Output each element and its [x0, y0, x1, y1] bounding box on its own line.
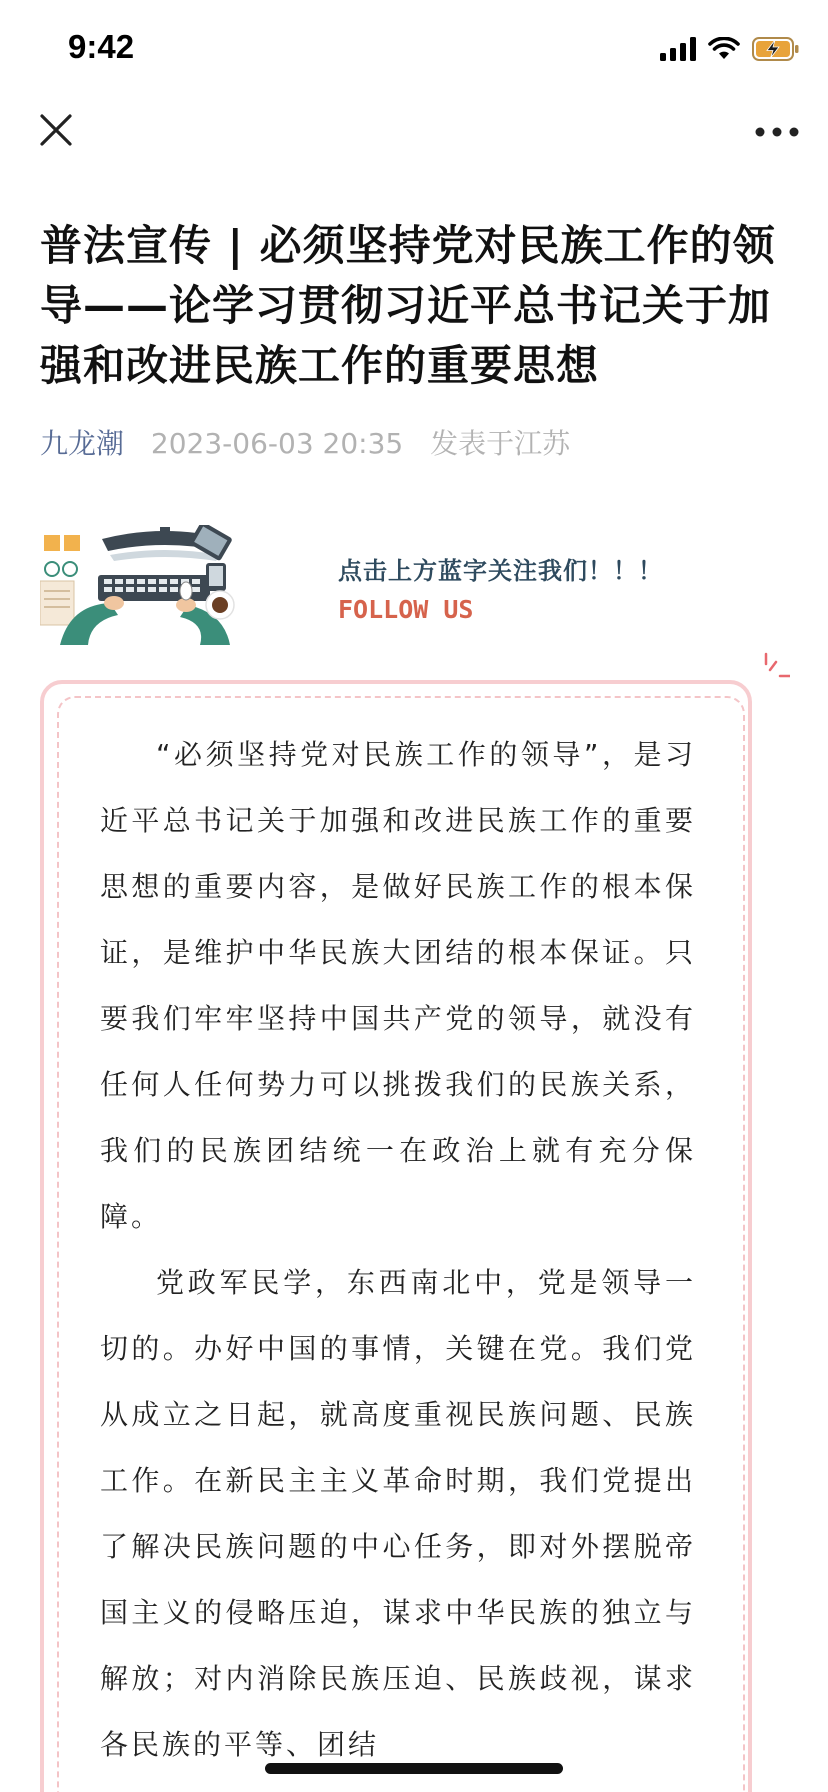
article-title: 普法宣传 | 必须坚持党对民族工作的领导——论学习贯彻习近平总书记关于加强和改进民族工作的重要思想	[40, 221, 776, 390]
status-time: 9:42	[68, 28, 135, 65]
publish-location: 发表于江苏	[430, 427, 571, 460]
body-paragraph: 党政军民学，东西南北中，党是领导一切的。办好中国的事情，关键在党。我们党从成立之日起，就高度重视民族问题、民族工作。在新民主主义革命时期，我们党提出了解决民族问题的中心任务，即对外摆脱帝国主义的侵略压迫，谋求中华民族的独立与解放；对内消除民族压迫、民族歧视，谋求各民族的平等、团结	[100, 1266, 696, 1761]
home-indicator[interactable]	[265, 1763, 563, 1774]
sparkle-decoration-icon	[750, 652, 790, 692]
follow-us-text: FOLLOW US	[338, 595, 474, 624]
more-horizontal-icon[interactable]	[754, 126, 800, 138]
close-icon[interactable]	[38, 112, 74, 148]
article-body	[100, 722, 696, 1778]
publish-time: 2023-06-03 20:35	[150, 427, 404, 460]
cellular-signal-icon	[660, 37, 696, 61]
status-bar	[0, 0, 828, 100]
author-link[interactable]: 九龙潮	[40, 427, 125, 460]
follow-prompt-text: 点击上方蓝字关注我们！！！	[338, 556, 663, 585]
body-paragraph: “必须坚持党对民族工作的领导”，是习近平总书记关于加强和改进民族工作的重要思想的重要内容，是做好民族工作的根本保证，是维护中华民族大团结的根本保证。只要我们牢牢坚持中国共产党的领导，就没有任何人任何势力可以挑拨我们的民族关系，我们的民族团结统一在政治上就有充分保障。	[100, 738, 696, 1233]
wifi-icon	[708, 37, 740, 61]
status-icons	[660, 34, 800, 64]
follow-banner	[40, 525, 760, 645]
desk-illustration-icon	[40, 525, 300, 645]
battery-charging-icon	[752, 37, 800, 61]
article-meta	[40, 424, 800, 464]
